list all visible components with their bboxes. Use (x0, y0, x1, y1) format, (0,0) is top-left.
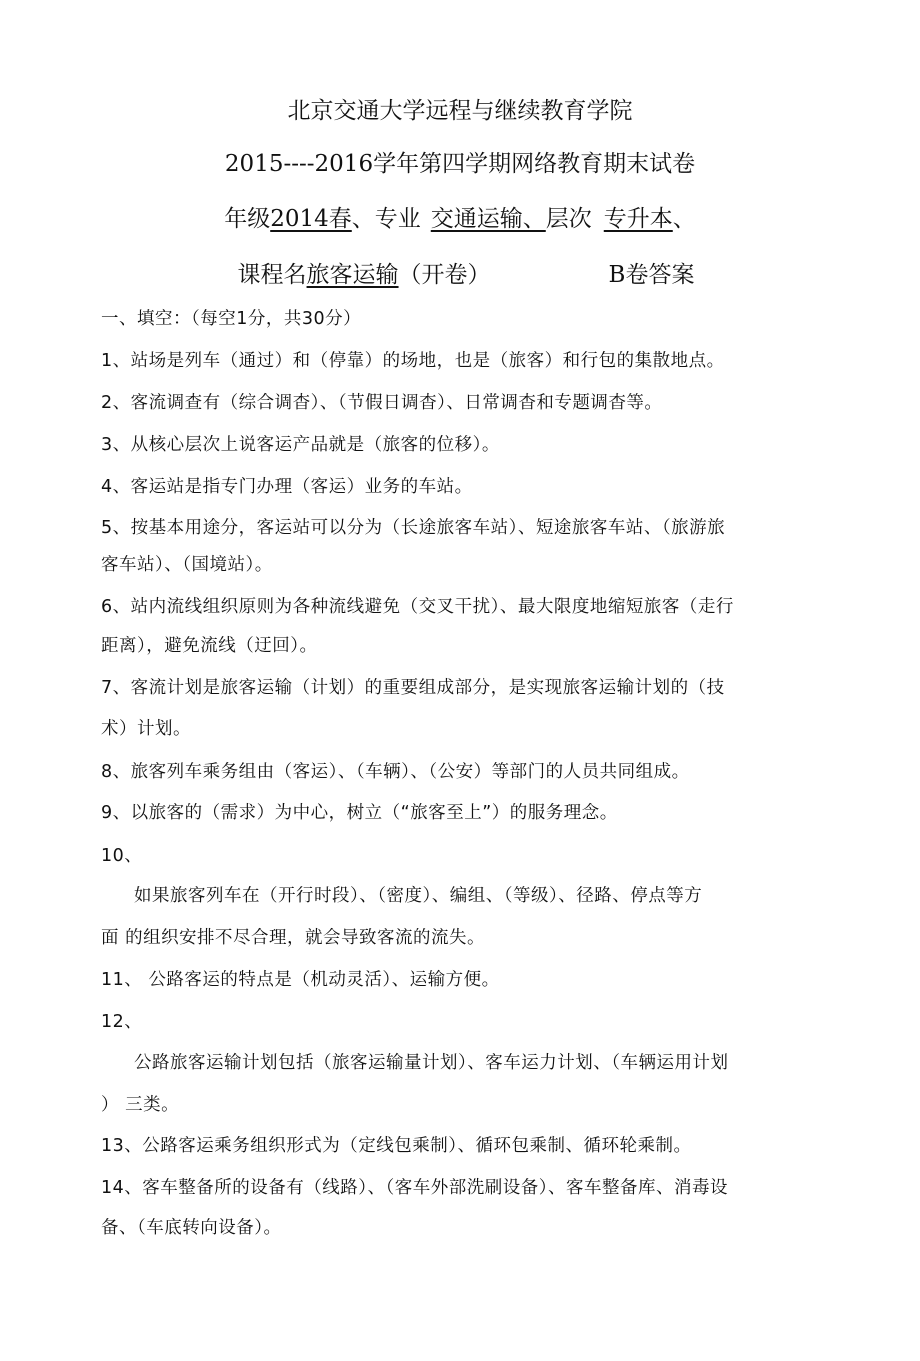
answer-line: 7、客流计划是旅客运输（计划）的重要组成部分，是实现旅客运输计划的（技 (101, 678, 725, 698)
answer-line: 6、站内流线组织原则为各种流线避免（交叉干扰）、最大限度地缩短旅客（走行 (101, 597, 734, 617)
grade-value: 2014春 (270, 206, 352, 232)
answer-line: 3、从核心层次上说客运产品就是（旅客的位移）。 (101, 435, 500, 455)
answer-line: 8、旅客列车乘务组由（客运）、（车辆）、（公安）等部门的人员共同组成。 (101, 762, 690, 782)
section-heading: 一、填空：（每空1分，共30分） (101, 309, 362, 329)
answer-line: 距离），避免流线（迂回）。 (101, 636, 318, 656)
major-value: 交通运输、 (430, 206, 546, 232)
course-line (0, 256, 920, 289)
answer-line: 备、（车底转向设备）。 (101, 1218, 282, 1238)
answer-line: 如果旅客列车在（开行时段）、（密度）、编组、（等级）、径路、停点等方 (134, 886, 703, 906)
institution-title: 北京交通大学远程与继续教育学院 (287, 98, 633, 124)
answer-line: 14、客车整备所的设备有（线路）、（客车外部洗刷设备）、客车整备库、消毒设 (101, 1178, 729, 1198)
course-mode: （开卷） (398, 262, 491, 288)
exam-title: 2015----2016学年第四学期网络教育期末试卷 (224, 151, 696, 177)
grade-label: 年级 (224, 206, 271, 232)
answer-line: 9、以旅客的（需求）为中心，树立（“旅客至上”）的服务理念。 (101, 803, 618, 823)
answer-line: 面 的组织安排不尽合理，就会导致客流的流失。 (101, 928, 486, 948)
answer-line: 4、客运站是指专门办理（客运）业务的车站。 (101, 477, 473, 497)
course-label: 课程名 (237, 262, 307, 288)
answer-line: 11、 公路客运的特点是（机动灵活）、运输方便。 (101, 970, 500, 990)
level-value: 专升本 (603, 206, 673, 232)
answer-number: 12、 (101, 1012, 143, 1032)
answer-number: 10、 (101, 846, 143, 866)
answer-line: 2、客流调查有（综合调杳）、（节假日调杳）、日常调杳和专题调杳等。 (101, 393, 663, 413)
answer-line: 5、按基本用途分，客运站可以分为（长途旅客车站）、短途旅客车站、（旅游旅 (101, 518, 726, 538)
paper-label: B卷答案 (608, 262, 695, 288)
answer-line: 术）计划。 (101, 719, 191, 739)
level-suffix: 、 (672, 206, 696, 232)
exam-meta-line (0, 200, 920, 233)
answer-line: ） 三类。 (101, 1095, 180, 1115)
course-value: 旅客运输 (306, 262, 399, 288)
answer-line: 客车站）、（国境站）。 (101, 555, 273, 575)
answer-line: 公路旅客运输计划包括（旅客运输量计划）、客车运力计划、（车辆运用计划 (134, 1053, 729, 1073)
level-label: 层次 (545, 206, 592, 232)
answer-line: 13、公路客运乘务组织形式为（定线包乘制）、循环包乘制、循环轮乘制。 (101, 1136, 692, 1156)
answer-line: 1、站场是列车（通过）和（停靠）的场地，也是（旅客）和行包的集散地点。 (101, 351, 725, 371)
major-label: 、专业 (351, 206, 421, 232)
